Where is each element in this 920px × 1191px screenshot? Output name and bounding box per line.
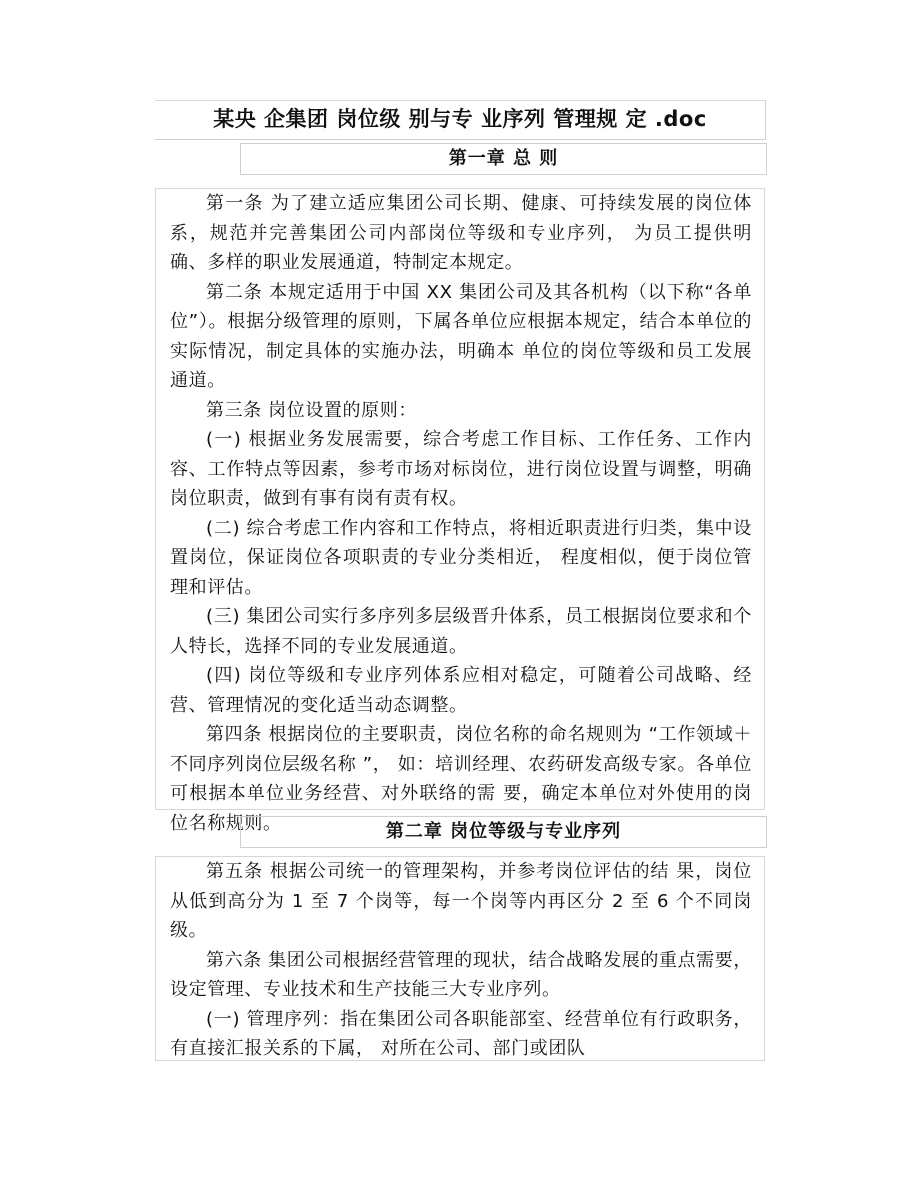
article-3-item-1: (一) 根据业务发展需要，综合考虑工作目标、工作任务、工作内容、工作特点等因素，参考市场对标岗位，进行岗位设置与调整，明确岗位职责，做到有事有岗有责有权。 xyxy=(170,429,752,509)
article-3-item-3: (三) 集团公司实行多序列多层级晋升体系，员工根据岗位要求和个人特长，选择不同的专业发展通道。 xyxy=(170,606,752,657)
article-3-item-2: (二) 综合考虑工作内容和工作特点，将相近职责进行归类，集中设置岗位，保证岗位各项职责的专业分类相近， 程度相似，便于岗位管理和评估。 xyxy=(170,517,752,598)
chapter-2-heading: 第二章 岗位等级与专业序列 xyxy=(240,816,767,848)
article-5: 第五条 根据公司统一的管理架构，并参考岗位评估的结 果，岗位从低到高分为 1 至 7 个岗等，每一个岗等内再区分 2 至 6 个不同岗级。 xyxy=(170,861,752,941)
chapter-2-body xyxy=(155,856,765,1061)
article-4: 第四条 根据岗位的主要职责，岗位名称的命名规则为 “工作领域＋不同序列岗位层级名称 ”， 如：培训经理、农药研发高级专家。各单位可根据本单位业务经营、对外联络的需 要，确定本单位对外使用的岗位名称规则。 xyxy=(170,724,752,834)
article-1: 第一条 为了建立适应集团公司长期、健康、可持续发展的岗位体系，规范并完善集团公司内部岗位等级和专业序列， 为员工提供明确、多样的职业发展通道，特制定本规定。 xyxy=(170,193,752,273)
article-2: 第二条 本规定适用于中国 XX 集团公司及其各机构（以下称“各单位”）。根据分级管理的原则，下属各单位应根据本规定，结合本单位的实际情况，制定具体的实施办法，明确本 单位的岗位等级和员工发展通道。 xyxy=(170,281,752,391)
article-3: 第三条 岗位设置的原则： xyxy=(206,399,417,421)
chapter-1-heading: 第一章 总 则 xyxy=(240,143,767,175)
article-6: 第六条 集团公司根据经营管理的现状，结合战略发展的重点需要，设定管理、专业技术和生产技能三大专业序列。 xyxy=(170,949,752,1000)
document-title: 某央 企集团 岗位级 别与专 业序列 管理规 定 .doc xyxy=(155,100,766,140)
article-6-item-1: (一) 管理序列：指在集团公司各职能部室、经营单位有行政职务，有直接汇报关系的下属， 对所在公司、部门或团队 xyxy=(170,1008,752,1059)
article-3-item-4: (四) 岗位等级和专业序列体系应相对稳定，可随着公司战略、经营、管理情况的变化适当动态调整。 xyxy=(170,665,752,716)
